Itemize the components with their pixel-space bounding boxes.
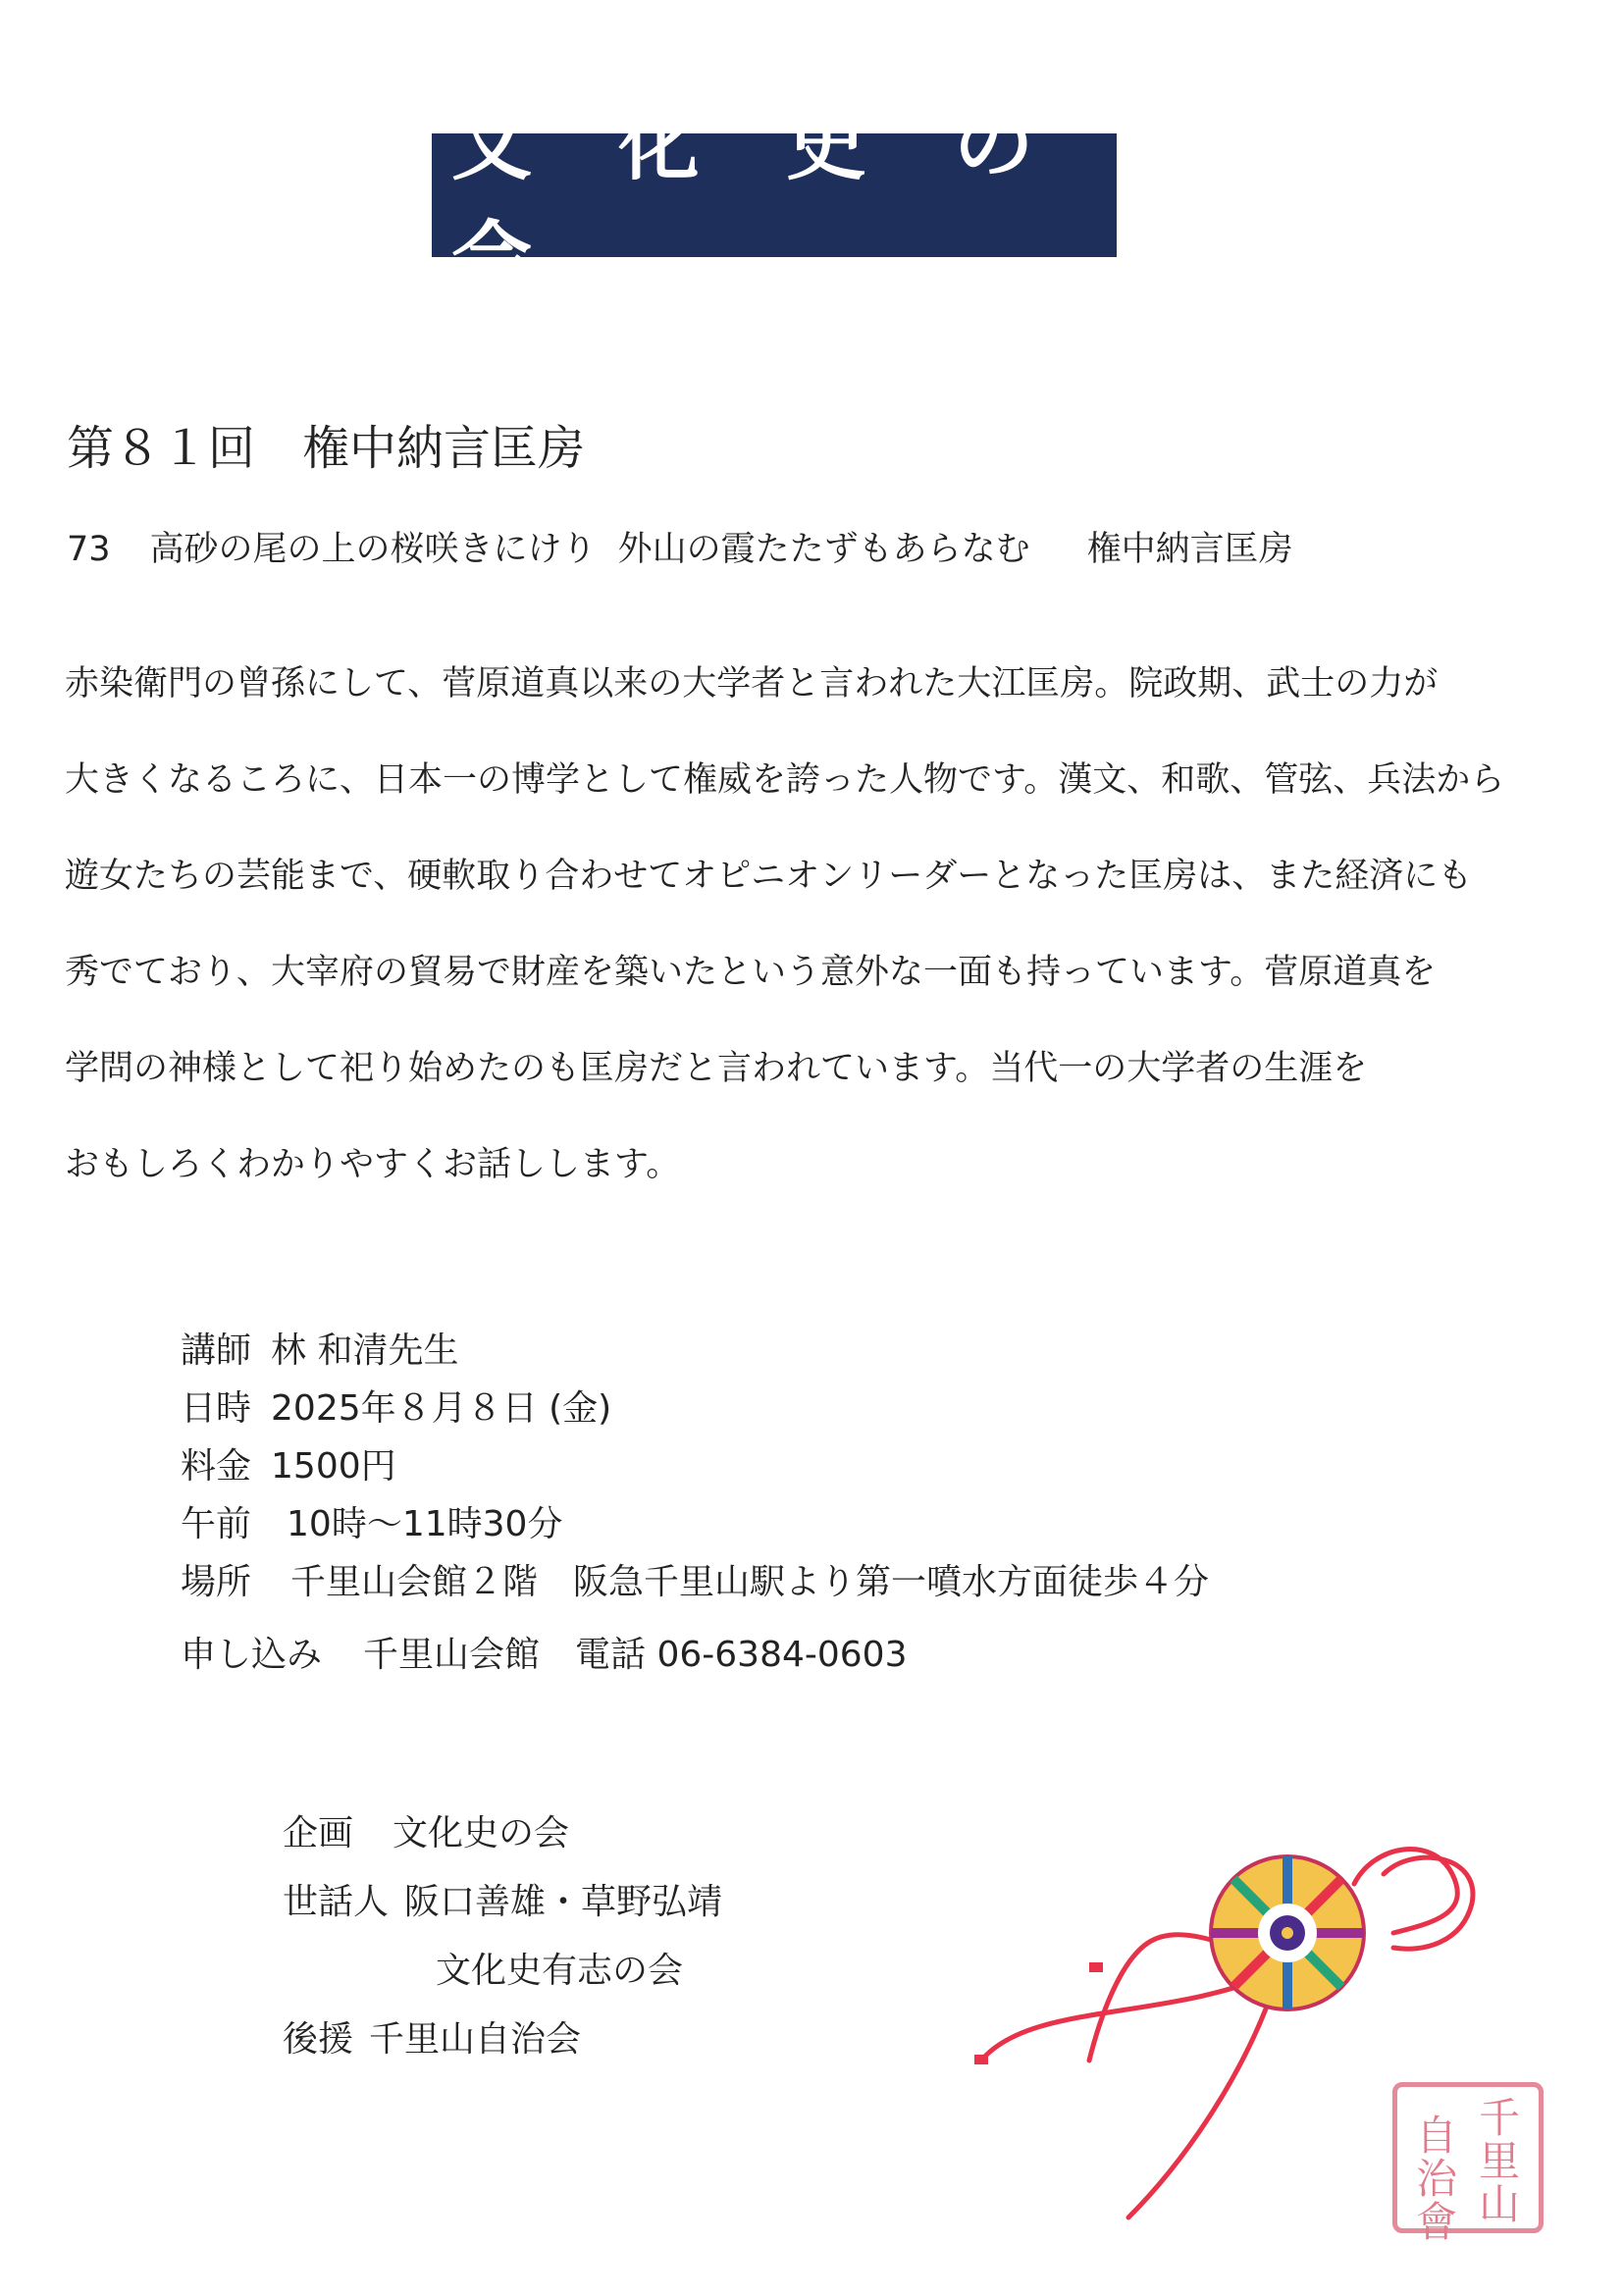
organizer-row bbox=[283, 1874, 722, 1924]
seal-right-column bbox=[1470, 2094, 1529, 2228]
seal-character: 會 bbox=[1415, 2198, 1457, 2246]
fee-value: 1500円 bbox=[271, 1446, 396, 1487]
description-line: 学問の神様として祀り始めたのも匡房だと言われています。当代一の大学者の生涯を bbox=[65, 1049, 1368, 1088]
cord-end-icon bbox=[1089, 1962, 1103, 1972]
description-line: 遊女たちの芸能まで、硬軟取り合わせてオピニオンリーダーとなった匡房は、また経済にも bbox=[65, 857, 1473, 896]
place-value: 千里山会館２階 阪急千里山駅より第一噴水方面徒歩４分 bbox=[290, 1562, 1210, 1602]
seal-character: 千 bbox=[1478, 2094, 1520, 2142]
organizer2-value: 文化史有志の会 bbox=[436, 1951, 684, 1991]
temari-ball-icon bbox=[1211, 1856, 1364, 2009]
poem-upper: 高砂の尾の上の桜咲きにけり bbox=[149, 530, 597, 569]
cord-end-icon bbox=[974, 2055, 988, 2064]
poem-lower: 外山の霞たたずもあらなむ bbox=[617, 530, 1030, 569]
description bbox=[65, 663, 1576, 1240]
description-line: おもしろくわかりやすくお話しします。 bbox=[65, 1145, 681, 1184]
organizer-value: 阪口善雄・草野弘靖 bbox=[404, 1882, 723, 1922]
seal-left-column bbox=[1407, 2114, 1466, 2244]
lecturer-row bbox=[181, 1323, 458, 1373]
description-line: 大きくなるころに、日本一の博学として権威を誇った人物です。漢文、和歌、管弦、兵法から bbox=[65, 760, 1505, 800]
plan-label: 企画 bbox=[283, 1813, 354, 1853]
seal-character: 里 bbox=[1478, 2137, 1520, 2185]
title-banner bbox=[432, 98, 1117, 306]
time-row bbox=[181, 1496, 562, 1546]
seal-character: 治 bbox=[1415, 2155, 1457, 2203]
support-row bbox=[283, 2011, 581, 2061]
lecturer-value: 林 和清先生 bbox=[271, 1331, 459, 1371]
apply-label: 申し込み bbox=[181, 1635, 323, 1675]
description-line: 赤染衛門の曾孫にして、菅原道真以来の大学者と言われた大江匡房。院政期、武士の力が bbox=[65, 664, 1439, 704]
poem-line bbox=[67, 522, 1293, 571]
poem-number: 73 bbox=[67, 530, 111, 569]
place-label: 場所 bbox=[181, 1562, 252, 1602]
organizer-label: 世話人 bbox=[283, 1882, 390, 1922]
lecturer-label: 講師 bbox=[181, 1331, 252, 1371]
time-value: 10時～11時30分 bbox=[287, 1504, 563, 1544]
support-label: 後援 bbox=[283, 2019, 354, 2060]
title-text: 文 化 史 の 会 bbox=[451, 98, 1064, 306]
seal-stamp bbox=[1392, 2082, 1544, 2246]
date-value: 2025年８月８日 (金) bbox=[271, 1388, 612, 1429]
apply-row bbox=[181, 1627, 907, 1677]
seal-character: 山 bbox=[1478, 2180, 1520, 2228]
place-row bbox=[181, 1554, 1209, 1604]
time-label: 午前 bbox=[181, 1504, 252, 1544]
fee-label: 料金 bbox=[181, 1446, 252, 1487]
organizer2-row bbox=[416, 1943, 683, 1993]
seal-character: 自 bbox=[1415, 2112, 1457, 2160]
apply-value: 千里山会館 電話 06-6384-0603 bbox=[363, 1635, 908, 1675]
date-label: 日時 bbox=[181, 1388, 252, 1429]
description-line: 秀でており、大宰府の貿易で財産を築いたという意外な一面も持っています。菅原道真を bbox=[65, 953, 1437, 992]
plan-value: 文化史の会 bbox=[393, 1813, 570, 1853]
fee-row bbox=[181, 1438, 396, 1488]
support-value: 千里山自治会 bbox=[369, 2019, 582, 2060]
session-heading: 第８１回 権中納言匡房 bbox=[67, 421, 586, 476]
date-row bbox=[181, 1381, 611, 1431]
poem-author: 権中納言匡房 bbox=[1086, 530, 1293, 569]
plan-row bbox=[283, 1805, 569, 1855]
